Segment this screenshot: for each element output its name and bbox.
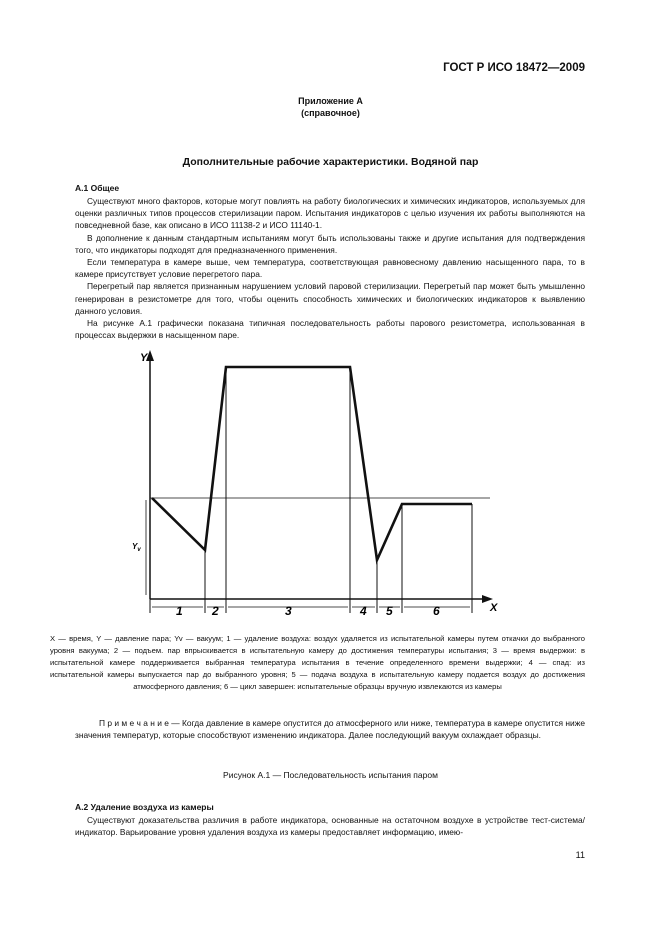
figure-a1-chart <box>0 345 661 635</box>
page-number: 11 <box>575 850 585 860</box>
paragraph: На рисунке А.1 графически показана типичная последовательность работы парового резистометра, использованная в процессах выдержки в насыщенном паре. <box>75 318 585 341</box>
document-header: ГОСТ Р ИСО 18472—2009 <box>443 62 585 74</box>
phase-label: 6 <box>433 604 440 618</box>
section-a1-body <box>75 195 585 341</box>
x-axis-label: X <box>490 602 498 614</box>
phase-label: 2 <box>212 604 219 618</box>
phase-label: 1 <box>176 604 183 618</box>
phase-label: 3 <box>285 604 292 618</box>
section-a2-body <box>75 814 585 838</box>
figure-caption: X — время, Y — давление пара; Yv — вакуум; 1 — удаление воздуха: воздух удаляется из испытательной камеры путем откачки до выбранного уровня вакуума; 2 — подъем. пар впрыскивается в испытательную камеру до достижения температуры испытания; 3 — время выдержки: в испытательной камере поддерживается выбранная температура испытания в течение определенного времени выдержки; 4 — спад: из испытательной камеры выпускается пар до выбранного уровня; 5 — подача воздуха в испытательную камеру подается воздух до достижения атмосферного давления; 6 — цикл завершен: испытательные образцы вручную извлекаются из камеры <box>50 634 585 691</box>
figure-title: Рисунок А.1 — Последовательность испытания паром <box>223 770 438 780</box>
paragraph: Если температура в камере выше, чем температура, соответствующая равновесному давлению насыщенного пара, то в камере присутствует условие перегретого пара. <box>75 257 585 280</box>
section-a1-heading: А.1 Общее <box>75 183 120 193</box>
paragraph: Существуют много факторов, которые могут повлиять на работу биологических и химических индикаторов, используемых для оценки различных типов процессов стерилизации паром. Испытания индикаторов с целью изучения их работы выполняются на повседневной базе, как описано в ИСО 11138-2 и ИСО 11140-1. <box>75 196 585 231</box>
phase-label: 4 <box>360 604 367 618</box>
paragraph: Существуют доказательства различия в работе индикатора, основанные на остаточном воздухе в устройстве тест-система/индикатор. Варьирование уровня удаления воздуха из камеры предоставляет информацию, имею- <box>75 815 585 838</box>
process-curve <box>152 367 472 560</box>
annex-title: Приложение А <box>298 96 363 106</box>
y-axis-label: Y <box>140 352 148 364</box>
yv-label: $Y_v$ <box>132 542 141 553</box>
paragraph: В дополнение к данным стандартным испытаниям могут быть использованы также и другие испытания для подтверждения того, что индикаторы подходят для предназначенного применения. <box>75 232 585 255</box>
annex-type: (справочное) <box>301 108 360 118</box>
figure-note <box>75 717 585 741</box>
paragraph: Перегретый пар является признанным нарушением условий паровой стерилизации. Перегретый пар может быть умышленно генерирован в резистометре для того, чтобы оценить способность химических и биологических индикаторов к выявлению данного условия. <box>75 281 585 316</box>
phase-label: 5 <box>386 604 393 618</box>
main-title: Дополнительные рабочие характеристики. Водяной пар <box>182 156 479 168</box>
section-a2-heading: А.2 Удаление воздуха из камеры <box>75 802 214 812</box>
note-text: П р и м е ч а н и е — Когда давление в камере опустится до атмосферного или ниже, температура в камере опустится ниже значения температур, которые способствуют изменению индикатора. Далее последующий вакуум охлаждает образцы. <box>75 718 585 741</box>
